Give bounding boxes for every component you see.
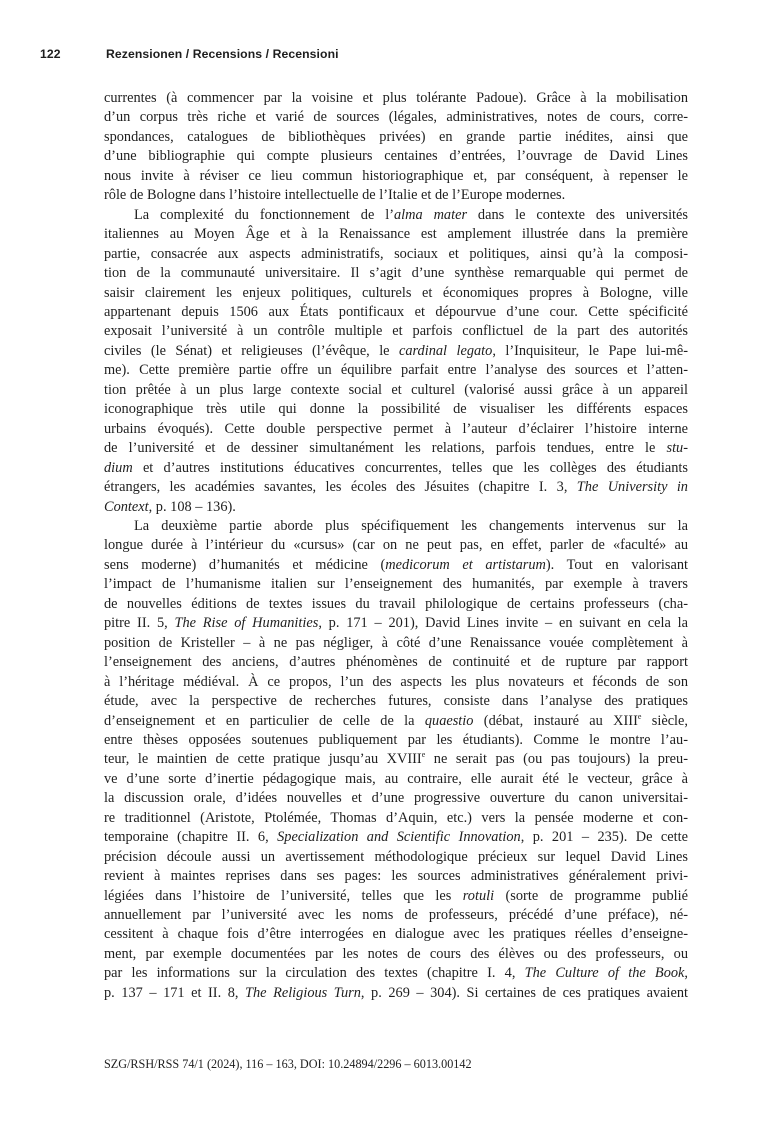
text-line: étude, avec la perspective de recherches futures, consiste dans l’analyse des pratiques: [104, 693, 688, 710]
text-line: d’une bibliographie qui compte plusieurs centaines d’entrées, l’ouvrage de David Lines: [104, 148, 688, 165]
text-line: étrangers, les académies savantes, les écoles des Jésuites (chapitre I. 3, The University in: [104, 479, 688, 496]
text-line: annuellement par l’université avec les noms de professeurs, précédé d’une préface), né-: [104, 907, 688, 924]
text-line: cessitent à chaque fois d’être interrogées en dialogue avec les pratiques réelles d’enseigne-: [104, 926, 688, 943]
running-head: [40, 47, 339, 61]
text-line: dium et d’autres institutions éducatives concurrentes, telles que les collèges des étudiants: [104, 459, 688, 476]
text-line: partie, consacrée aux aspects administratifs, sociaux et politiques, ainsi qu’à la composi-: [104, 245, 688, 262]
text-line: La complexité du fonctionnement de l’alma mater dans le contexte des universités: [134, 206, 688, 223]
text-line: entre thèses opposées soutenues publiquement par les étudiants). Comme le montre l’au-: [104, 731, 688, 748]
review-body: [104, 89, 688, 1003]
text-line: appartenant depuis 1506 aux États pontificaux et dépourvue d’une cour. Cette spécificité: [104, 303, 688, 320]
text-line: exposait l’université à un contrôle multiple et parfois conflictuel de la part des autorités: [104, 323, 688, 340]
text-line: La deuxième partie aborde plus spécifiquement les changements intervenus sur la: [134, 517, 688, 534]
page-number: 122: [40, 47, 61, 61]
text-line: teur, le maintien de cette pratique jusqu’au XVIIIe ne serait pas (ou pas toujours) la preu-: [104, 750, 688, 768]
text-line: légiées dans l’histoire de l’université, telles que les rotuli (sorte de programme publié: [104, 887, 688, 904]
text-line: temporaine (chapitre II. 6, Specialization and Scientific Innovation, p. 201 – 235). De cette: [104, 829, 688, 846]
text-line: nous invite à réviser ce lieu commun historiographique et, par conséquent, à repenser le: [104, 167, 688, 184]
text-line: rôle de Bologne dans l’histoire intellectuelle de l’Italie et de l’Europe modernes.: [104, 187, 566, 204]
text-line: tion prêtée à un plus large contexte social et culturel (valorisé aussi grâce à un appareil: [104, 381, 688, 398]
text-line: position de Kristeller – à ne pas négliger, à côté d’une Renaissance vouée complètement à: [104, 634, 688, 651]
text-line: me). Cette première partie offre un équilibre parfait entre l’analyse des sources et l’atten-: [104, 362, 688, 379]
text-line: spondances, catalogues de bibliothèques privées) en grande partie inédites, ainsi que: [104, 128, 688, 145]
paragraph: [104, 206, 688, 517]
text-line: à l’héritage médiéval. À ce propos, l’un des aspects les plus novateurs et féconds de son: [104, 673, 688, 690]
text-line: longue durée à l’intérieur du «cursus» (car on ne peut pas, en effet, parler de «faculté» au: [104, 537, 688, 554]
text-line: re traditionnel (Aristote, Ptolémée, Thomas d’Aquin, etc.) vers la pensée moderne et con-: [104, 809, 688, 826]
text-line: d’un corpus très riche et varié de sources (légales, administratives, notes de cours, corre-: [104, 109, 688, 126]
text-line: iconographique très utile qui donne la possibilité de visualiser les différents espaces: [104, 401, 688, 418]
journal-citation: SZG/RSH/RSS 74/1 (2024), 116 – 163, DOI: 10.24894/2296 – 6013.00142: [104, 1057, 472, 1071]
text-line: de nouvelles éditions de textes issues du travail philologique de certains professeurs (cha-: [104, 595, 688, 612]
text-line: tion de la communauté universitaire. Il s’agit d’une synthèse remarquable qui permet de: [104, 265, 688, 282]
text-line: revient à maintes reprises dans ses pages: les sources administratives généralement privi-: [104, 868, 688, 885]
text-line: urbains évoqués). Cette double perspective permet à l’auteur d’éclairer l’histoire interne: [104, 420, 688, 437]
text-line: currentes (à commencer par la voisine et plus tolérante Padoue). Grâce à la mobilisation: [104, 90, 688, 106]
text-line: p. 137 – 171 et II. 8, The Religious Turn, p. 269 – 304). Si certaines de ces pratiques avaient: [104, 984, 689, 1001]
text-line: précision découle aussi un avertissement méthodologique précieux sur lequel David Lines: [104, 848, 688, 865]
text-line: italiennes au Moyen Âge et à la Renaissance est amplement illustrée dans la première: [104, 226, 688, 243]
text-line: civiles (le Sénat) et religieuses (l’évêque, le cardinal legato, l’Inquisiteur, le Pape lui-mê-: [104, 342, 688, 359]
text-line: l’enseignement des anciens, d’autres phénomènes de continuité et de rupture par rapport: [104, 654, 688, 671]
text-line: l’impact de l’humanisme italien sur l’enseignement des humanités, par exemple à travers: [104, 576, 688, 593]
text-line: par les informations sur la circulation des textes (chapitre I. 4, The Culture of the Book,: [104, 965, 689, 982]
text-line: d’enseignement et en particulier de celle de la quaestio (débat, instauré au XIIIe siècle,: [104, 711, 688, 729]
text-line: de l’université et de dessiner simultanément les relations, parfois tendues, entre le stu-: [104, 440, 688, 457]
text-line: pitre II. 5, The Rise of Humanities, p. 171 – 201), David Lines invite – en suivant en cela la: [104, 615, 688, 632]
section-title: Rezensionen / Recensions / Recensioni: [106, 47, 339, 61]
paragraph: [104, 89, 688, 206]
text-line: ment, par exemple documentées par les notes de cours des élèves ou des professeurs, ou: [104, 945, 688, 962]
text-line: la discussion orale, d’idées nouvelles et d’une progressive ouverture du canon universitai-: [104, 790, 688, 807]
paragraph: [104, 517, 688, 1003]
text-line: ve d’une sorte d’inertie pédagogique mais, au contraire, elle aurait été le vecteur, grâce à: [104, 770, 688, 787]
text-line: Context, p. 108 – 136).: [104, 498, 236, 515]
text-line: saisir clairement les enjeux politiques, culturels et économiques propres à Bologne, ville: [104, 284, 688, 301]
text-line: sens moderne) d’humanités et médicine (medicorum et artistarum). Tout en valorisant: [104, 556, 688, 573]
